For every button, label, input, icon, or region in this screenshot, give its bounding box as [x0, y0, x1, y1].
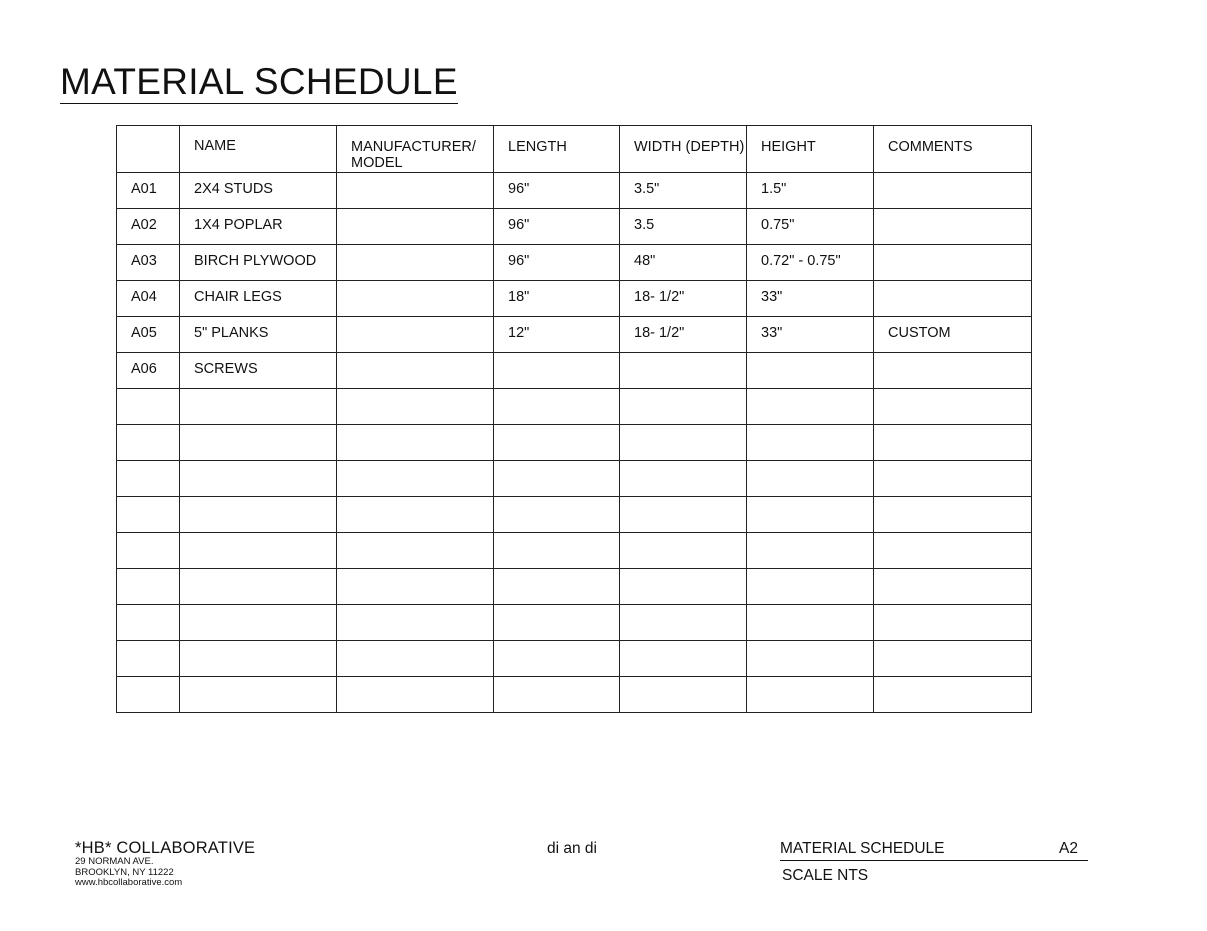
cell-length: 96" — [494, 245, 620, 281]
cell-manufacturer — [337, 209, 494, 245]
cell-id — [117, 389, 180, 425]
cell-width — [620, 425, 747, 461]
sheet-title: MATERIAL SCHEDULE — [780, 840, 945, 857]
cell-comments — [874, 533, 1032, 569]
cell-comments — [874, 245, 1032, 281]
cell-comments — [874, 209, 1032, 245]
cell-width: 48" — [620, 245, 747, 281]
cell-width — [620, 461, 747, 497]
cell-id — [117, 677, 180, 713]
cell-width — [620, 677, 747, 713]
cell-manufacturer — [337, 569, 494, 605]
table-row — [117, 281, 1032, 317]
cell-height: 1.5" — [747, 173, 874, 209]
cell-manufacturer — [337, 461, 494, 497]
cell-height — [747, 461, 874, 497]
table-row — [117, 425, 1032, 461]
company-name: *HB* COLLABORATIVE — [75, 839, 256, 857]
cell-id — [117, 461, 180, 497]
cell-id — [117, 641, 180, 677]
cell-manufacturer — [337, 605, 494, 641]
cell-length — [494, 461, 620, 497]
cell-width — [620, 353, 747, 389]
cell-height — [747, 389, 874, 425]
cell-name — [180, 677, 337, 713]
cell-height — [747, 353, 874, 389]
cell-id: A04 — [117, 281, 180, 317]
page-title: MATERIAL SCHEDULE — [60, 61, 458, 102]
cell-comments — [874, 605, 1032, 641]
company-address-line-2: BROOKLYN, NY 11222 — [75, 866, 174, 878]
cell-width — [620, 569, 747, 605]
cell-width — [620, 605, 747, 641]
cell-name: BIRCH PLYWOOD — [180, 245, 337, 281]
cell-height — [747, 569, 874, 605]
table-row — [117, 353, 1032, 389]
cell-name — [180, 641, 337, 677]
project-name: di an di — [547, 840, 597, 857]
cell-length: 18" — [494, 281, 620, 317]
cell-length — [494, 425, 620, 461]
cell-name — [180, 533, 337, 569]
cell-id: A03 — [117, 245, 180, 281]
cell-manufacturer — [337, 389, 494, 425]
cell-name — [180, 569, 337, 605]
header-row — [117, 126, 1032, 173]
sheet-title-row — [780, 839, 1088, 861]
cell-width: 18- 1/2" — [620, 317, 747, 353]
cell-manufacturer — [337, 353, 494, 389]
cell-id — [117, 569, 180, 605]
material-schedule-table — [116, 125, 1032, 713]
sheet-number: A2 — [1059, 840, 1078, 857]
cell-length — [494, 677, 620, 713]
cell-width: 3.5" — [620, 173, 747, 209]
table-row — [117, 641, 1032, 677]
cell-id: A05 — [117, 317, 180, 353]
cell-comments — [874, 389, 1032, 425]
table-row — [117, 677, 1032, 713]
table-row — [117, 245, 1032, 281]
cell-manufacturer — [337, 317, 494, 353]
table-row — [117, 605, 1032, 641]
cell-id: A06 — [117, 353, 180, 389]
cell-comments — [874, 425, 1032, 461]
cell-manufacturer — [337, 497, 494, 533]
cell-name — [180, 497, 337, 533]
column-header-manufacturer: MANUFACTURER/ MODEL — [337, 126, 494, 173]
table-row — [117, 209, 1032, 245]
cell-manufacturer — [337, 281, 494, 317]
cell-length — [494, 497, 620, 533]
column-header-id — [117, 126, 180, 173]
cell-length — [494, 641, 620, 677]
column-header-name: NAME — [180, 126, 337, 173]
cell-manufacturer — [337, 533, 494, 569]
company-website: www.hbcollaborative.com — [75, 877, 183, 888]
cell-name: 2X4 STUDS — [180, 173, 337, 209]
cell-comments — [874, 569, 1032, 605]
cell-height: 0.75" — [747, 209, 874, 245]
cell-width: 18- 1/2" — [620, 281, 747, 317]
cell-height — [747, 497, 874, 533]
cell-length — [494, 605, 620, 641]
cell-name — [180, 389, 337, 425]
cell-length: 12" — [494, 317, 620, 353]
table-row — [117, 497, 1032, 533]
cell-id — [117, 605, 180, 641]
cell-comments — [874, 353, 1032, 389]
sheet-scale: SCALE NTS — [782, 867, 869, 884]
table-row — [117, 461, 1032, 497]
cell-id: A02 — [117, 209, 180, 245]
cell-id — [117, 497, 180, 533]
cell-length: 96" — [494, 173, 620, 209]
cell-width — [620, 389, 747, 425]
cell-name: 5" PLANKS — [180, 317, 337, 353]
cell-comments — [874, 641, 1032, 677]
column-header-comments: COMMENTS — [874, 126, 1032, 173]
cell-width — [620, 533, 747, 569]
company-block — [75, 839, 255, 889]
cell-comments — [874, 677, 1032, 713]
cell-height — [747, 641, 874, 677]
table-row — [117, 173, 1032, 209]
column-header-height: HEIGHT — [747, 126, 874, 173]
cell-manufacturer — [337, 641, 494, 677]
column-header-length: LENGTH — [494, 126, 620, 173]
cell-length — [494, 389, 620, 425]
cell-name: CHAIR LEGS — [180, 281, 337, 317]
cell-comments: CUSTOM — [874, 317, 1032, 353]
cell-name — [180, 425, 337, 461]
table-row — [117, 569, 1032, 605]
cell-comments — [874, 497, 1032, 533]
table-row — [117, 317, 1032, 353]
cell-comments — [874, 461, 1032, 497]
cell-manufacturer — [337, 425, 494, 461]
cell-length — [494, 533, 620, 569]
cell-name: 1X4 POPLAR — [180, 209, 337, 245]
cell-height: 0.72" - 0.75" — [747, 245, 874, 281]
cell-name — [180, 605, 337, 641]
company-address-line-1: 29 NORMAN AVE. — [75, 856, 154, 867]
cell-height: 33" — [747, 281, 874, 317]
cell-length: 96" — [494, 209, 620, 245]
cell-width — [620, 641, 747, 677]
cell-comments — [874, 281, 1032, 317]
cell-id: A01 — [117, 173, 180, 209]
cell-height — [747, 605, 874, 641]
table-row — [117, 533, 1032, 569]
cell-height — [747, 425, 874, 461]
cell-height — [747, 533, 874, 569]
cell-id — [117, 425, 180, 461]
cell-name — [180, 461, 337, 497]
column-header-width: WIDTH (DEPTH) — [620, 126, 747, 173]
cell-width: 3.5 — [620, 209, 747, 245]
cell-id — [117, 533, 180, 569]
cell-width — [620, 497, 747, 533]
cell-length — [494, 353, 620, 389]
cell-manufacturer — [337, 245, 494, 281]
table-row — [117, 389, 1032, 425]
cell-name: SCREWS — [180, 353, 337, 389]
cell-manufacturer — [337, 173, 494, 209]
cell-length — [494, 569, 620, 605]
cell-manufacturer — [337, 677, 494, 713]
sheet-title-block — [780, 839, 1088, 885]
cell-comments — [874, 173, 1032, 209]
table-body — [117, 173, 1032, 713]
cell-height: 33" — [747, 317, 874, 353]
cell-height — [747, 677, 874, 713]
